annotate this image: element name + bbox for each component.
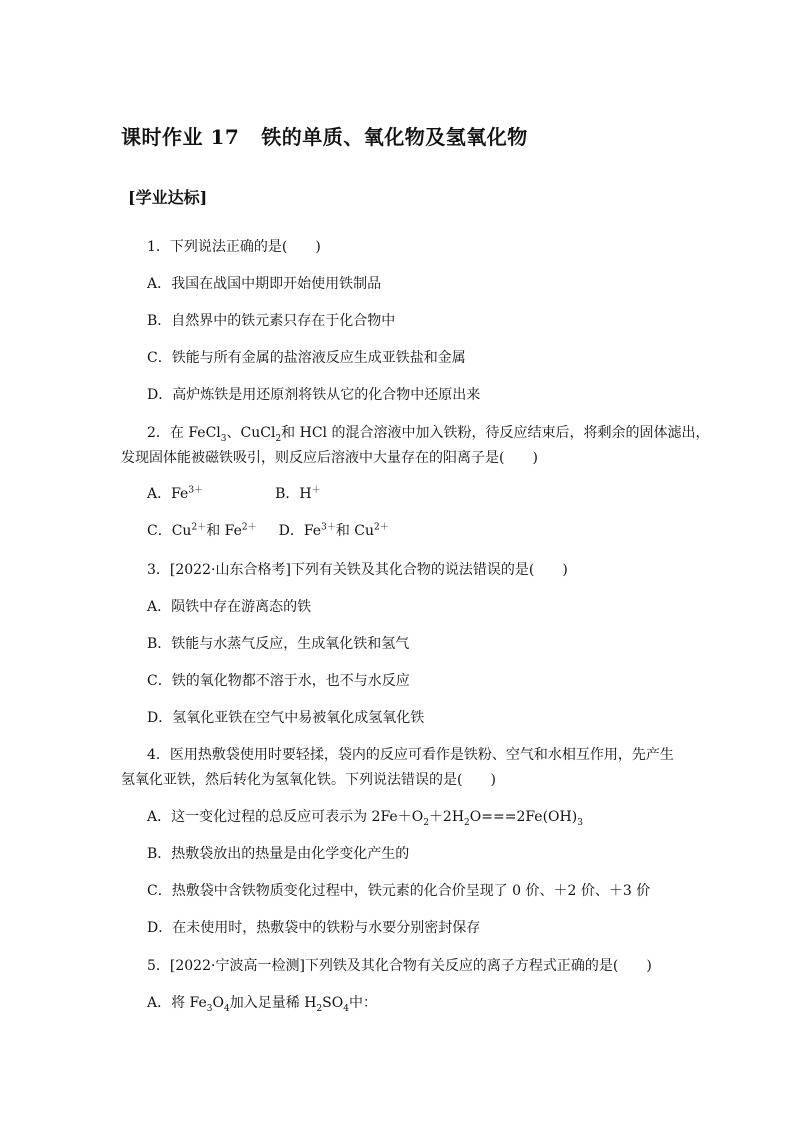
question-3-option-d: D．氢氧化亚铁在空气中易被氧化成氢氧化铁	[147, 710, 425, 726]
question-1-option-b: B．自然界中的铁元素只存在于化合物中	[147, 313, 396, 329]
question-4-stem-line-1: 4．医用热敷袋使用时要轻揉，袋内的反应可看作是铁粉、空气和水相互作用，先产生	[147, 747, 674, 763]
question-4-option-d: D．在未使用时，热敷袋中的铁粉与水要分别密封保存	[147, 920, 481, 936]
question-2-option-b: B．H＋	[275, 485, 321, 502]
question-3-stem: 3．[2022·山东合格考]下列有关铁及其化合物的说法错误的是( )	[147, 562, 568, 578]
question-1-option-c: C．铁能与所有金属的盐溶液反应生成亚铁盐和金属	[147, 350, 466, 366]
question-1-option-a: A．我国在战国中期即开始使用铁制品	[147, 276, 382, 292]
question-2-option-a: A．$Fe^{3+}$	[147, 485, 204, 502]
question-4-option-b: B．热敷袋放出的热量是由化学变化产生的	[147, 846, 410, 862]
title-lead: 课时作业 17	[121, 125, 240, 149]
question-1-stem: 1．下列说法正确的是( )	[147, 239, 321, 255]
question-5-stem: 5．[2022·宁波高一检测]下列铁及其化合物有关反应的离子方程式正确的是( )	[147, 958, 652, 974]
question-2-options-ab	[147, 484, 321, 504]
question-2-stem-line-1: 2．在 FeCl$_3$、CuCl$_2$和 HCl 的混合溶液中加入铁粉，待反应结束后，将剩余的固体滤出，	[147, 425, 710, 444]
question-3-option-a: A．陨铁中存在游离态的铁	[147, 599, 312, 615]
question-5-option-a: A．将 $Fe_3O_4$加入足量稀 $H_2SO_4$中：	[147, 995, 377, 1014]
question-4-stem-line-2: 氢氧化亚铁，然后转化为氢氧化铁。下列说法错误的是( )	[121, 772, 496, 788]
question-4-option-a: A．这一变化过程的总反应可表示为 $2Fe+O_2+2H_2O===2Fe(OH)_3$	[147, 809, 583, 828]
question-2-option-c: C．$Cu^{2+}$和 $Fe^{2+}$	[147, 522, 257, 539]
title-topic: 铁的单质、氧化物及氢氧化物	[261, 125, 528, 149]
question-4-option-c: C．热敷袋中含铁物质变化过程中，铁元素的化合价呈现了 0 价、＋2 价、＋3 价	[147, 883, 651, 899]
page-title	[121, 121, 528, 150]
question-3-option-c: C．铁的氧化物都不溶于水，也不与水反应	[147, 673, 410, 689]
question-3-option-b: B．铁能与水蒸气反应，生成氧化铁和氢气	[147, 636, 410, 652]
question-2-stem-line-2: 发现固体能被磁铁吸引，则反应后溶液中大量存在的阳离子是( )	[121, 450, 538, 466]
question-2-options-cd	[147, 521, 389, 541]
question-1-option-d: D．高炉炼铁是用还原剂将铁从它的化合物中还原出来	[147, 387, 481, 403]
question-2-option-d: D．$Fe^{3+}$和 $Cu^{2+}$	[278, 522, 389, 539]
section-heading: [学业达标]	[128, 188, 208, 207]
